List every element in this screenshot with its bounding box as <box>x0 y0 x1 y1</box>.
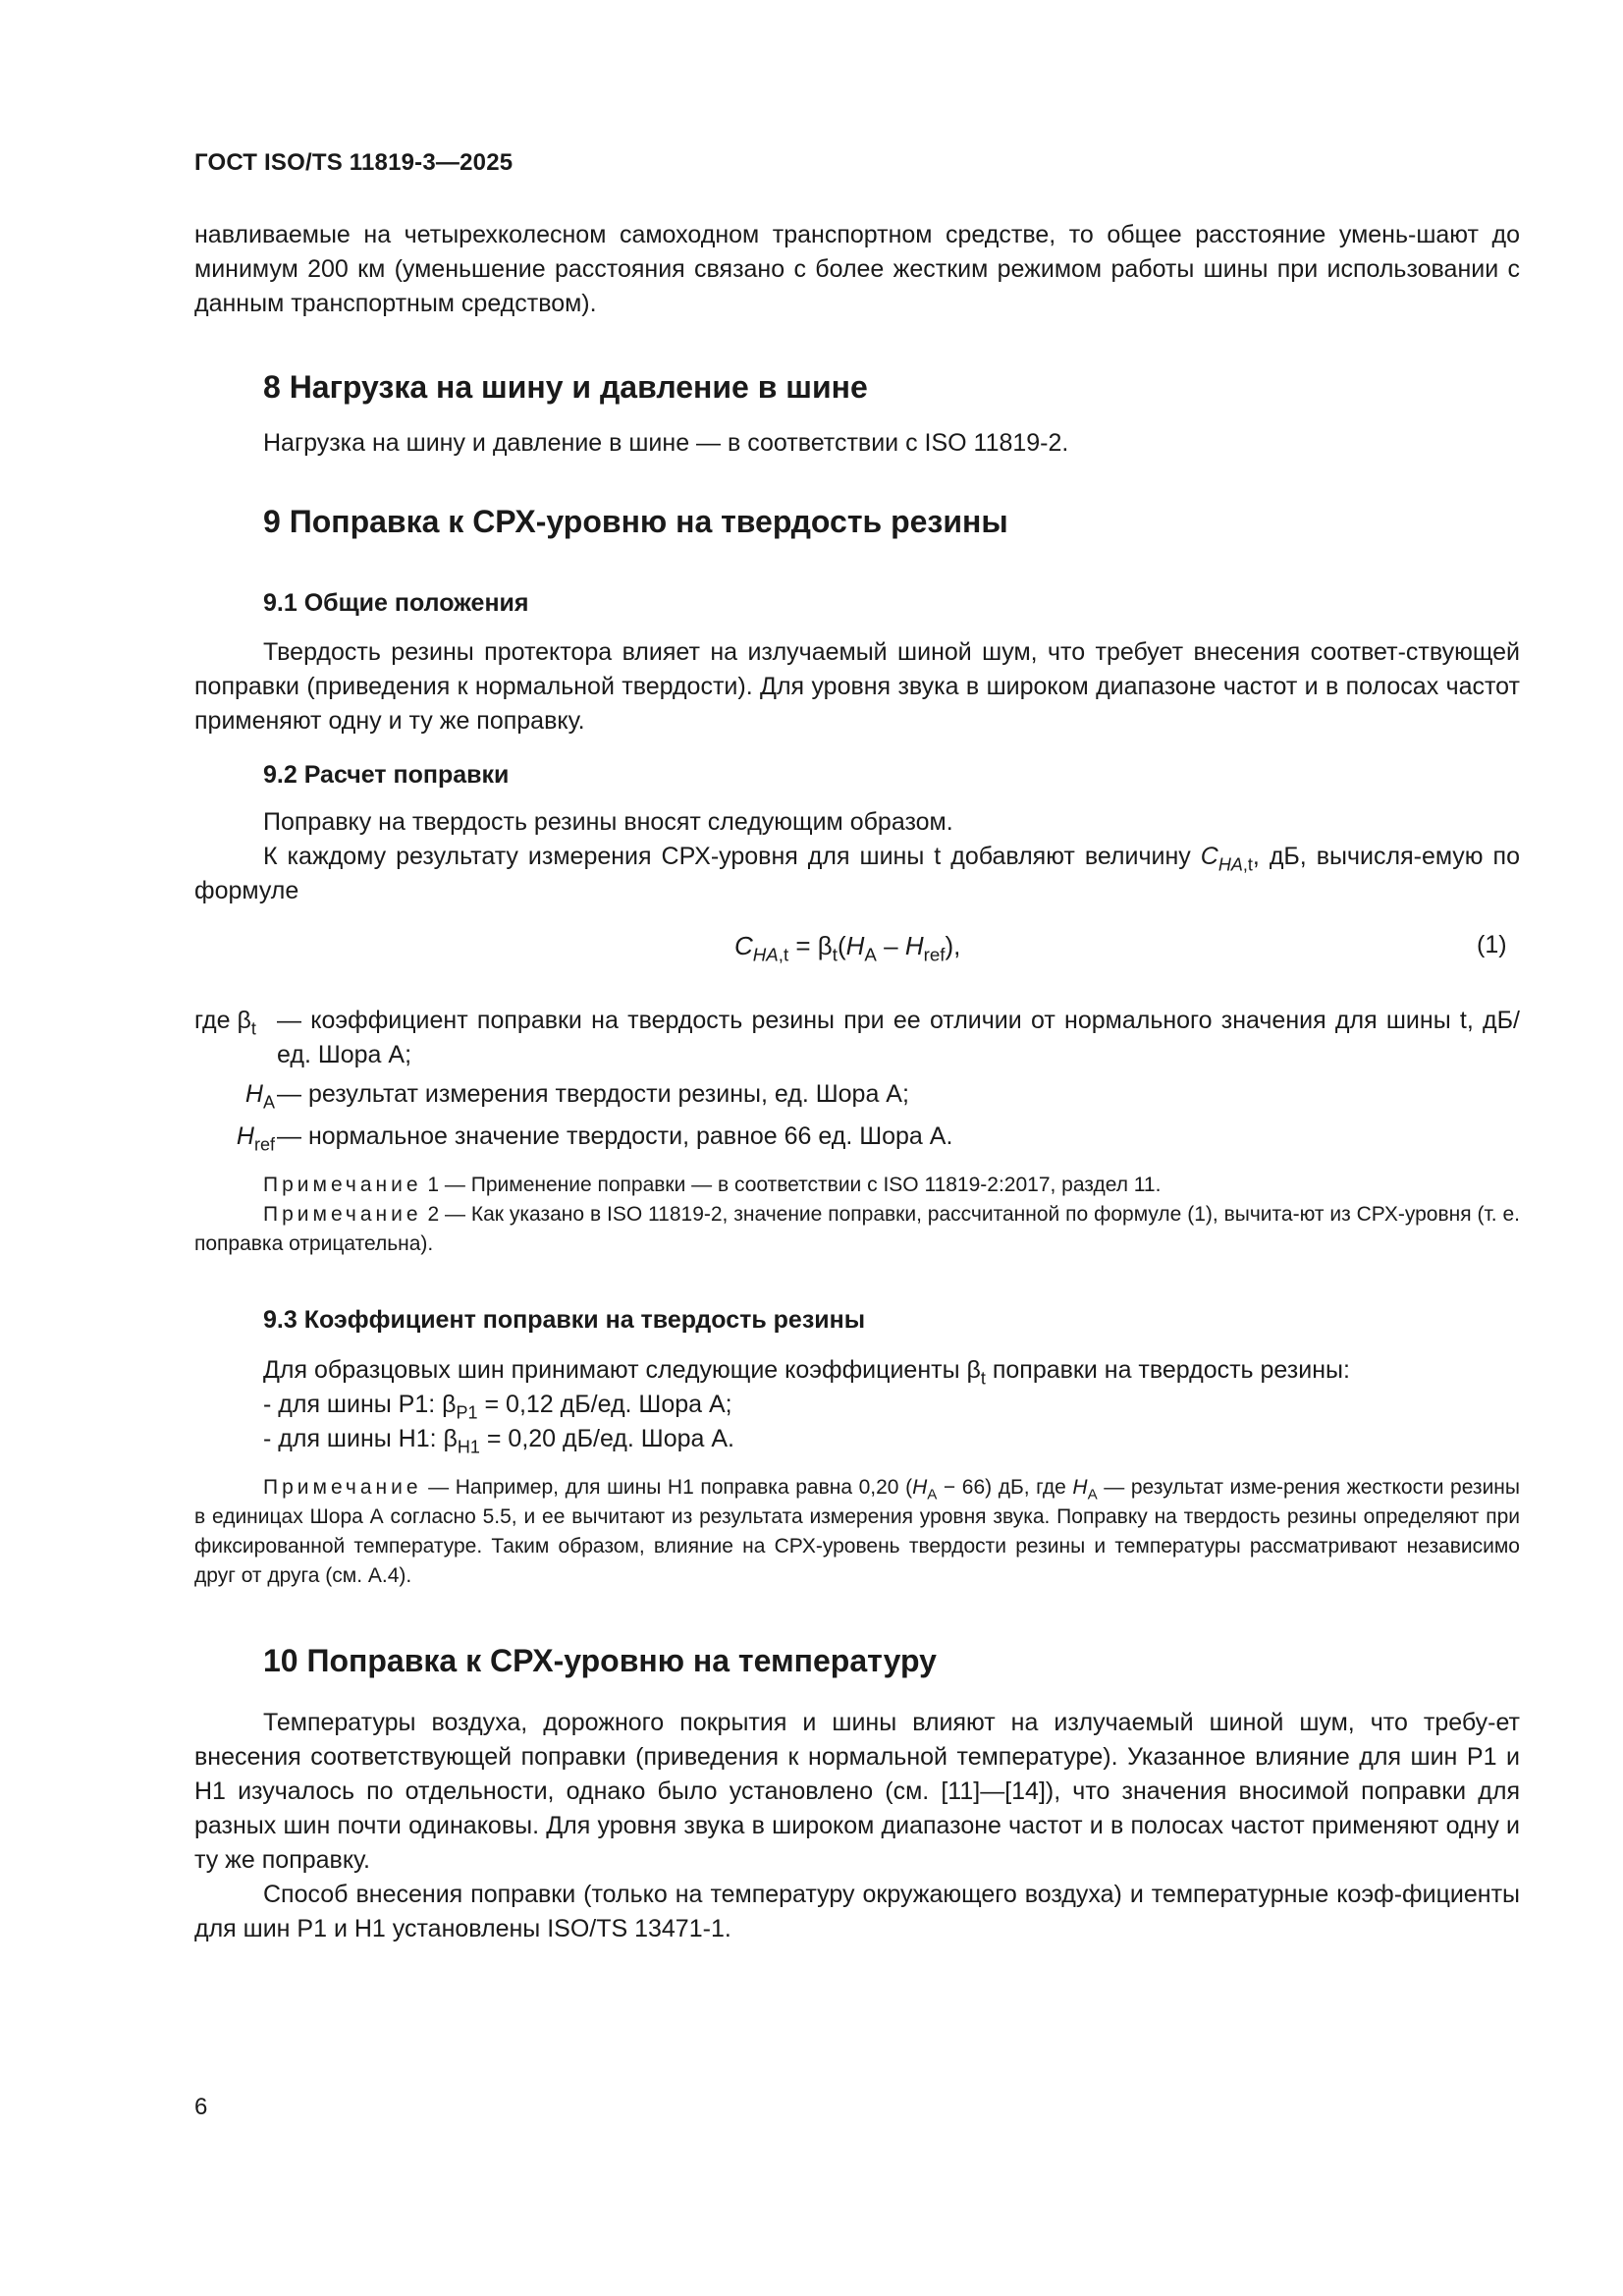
note-1: Примечание 1 — Применение поправки — в соответствии с ISO 11819-2:2017, раздел 11. <box>263 1174 1162 1196</box>
formula-1: $C_{HA,t} = \beta_t(H_A - H_{ref})$, <box>734 931 961 965</box>
intro-paragraph: навливаемые на четырехколесном самоходном транспортном средстве, то общее расстояние умень-шают до минимум 200 км (уменьшение расстояния связано с более жестким режимом работы шины при использовании с данным транспортным средством). <box>194 221 1520 317</box>
subsection-9-2-p1: Поправку на твердость резины вносят следующим образом. <box>263 808 953 836</box>
document-header: ГОСТ ISO/TS 11819-3—2025 <box>194 149 514 176</box>
subsection-9-2-title: 9.2 Расчет поправки <box>263 761 510 789</box>
subsection-9-1-body: Твердость резины протектора влияет на излучаемый шиной шум, что требует внесения соответ-ствующей поправки (приведения к нормальной твердости). Для уровня звука в широком диапазоне частот и в полосах частот применяют одну и ту же поправку. <box>194 638 1520 735</box>
equation-number: (1) <box>1477 931 1507 958</box>
note-2: Примечание 2 — Как указано в ISO 11819-2, значение поправки, рассчитанной по формуле (1), вычита-ют из СРХ-уровня (т. е. поправка отрицательна). <box>194 1203 1520 1255</box>
section-8-title: 8 Нагрузка на шину и давление в шине <box>263 369 868 405</box>
section-8-body: Нагрузка на шину и давление в шине — в соответствии с ISO 11819-2. <box>263 429 1069 457</box>
subsection-9-3-p1: Для образцовых шин принимают следующие коэффициенты $\beta_t$ поправки на твердость резины: <box>263 1356 1350 1389</box>
subsection-9-3-item-h1: - для шины H1: $\beta_{H1} = 0,20$ дБ/ед. Шора А. <box>263 1425 734 1457</box>
subsection-9-3-item-p1: - для шины P1: $\beta_{P1} = 0,12$ дБ/ед. Шора А; <box>263 1391 732 1423</box>
section-10-p2: Способ внесения поправки (только на температуру окружающего воздуха) и температурные коэф-фициенты для шин P1 и H1 установлены ISO/TS 13471-1. <box>194 1881 1520 1942</box>
section-10-title: 10 Поправка к СРХ-уровню на температуру <box>263 1643 937 1678</box>
section-10-p1: Температуры воздуха, дорожного покрытия и шины влияют на излучаемый шиной шум, что требу-ет внесения соответствующей поправки (приведения к нормальной температуре). Указанное влияние для шин P1 и H1 изучалось по отдельности, однако было установлено (см. [11]—[14]), что значения вносимой поправки для разных шин почти одинаковы. Для уровня звука в широком диапазоне частот и в полосах частот применяют одну и ту же поправку. <box>194 1709 1520 1874</box>
subsection-9-3-title: 9.3 Коэффициент поправки на твердость резины <box>263 1306 866 1334</box>
subsection-9-2-p2: К каждому результату измерения СРХ-уровня для шины t добавляют величину $C_{HA,t}$, дБ, вычисля-емую по формуле <box>194 843 1520 904</box>
subsection-9-1-title: 9.1 Общие положения <box>263 589 529 617</box>
note-3: Примечание — Например, для шины H1 поправка равна 0,20 $(H_A - 66)$ дБ, где $H_A$ — результат изме-рения жесткости резины в единицах Шора А согласно 5.5, и ее вычитают из результата измерения уровня звука. Поправку на твердость резины определяют при фиксированной температуре. Таким образом, влияние на СРХ-уровень твердости резины и температуры рассматривают независимо друг от друга (см. А.4). <box>194 1476 1520 1587</box>
page-number: 6 <box>194 2094 208 2120</box>
document-page: ГОСТ ISO/TS 11819-3—2025 навливаемые на четырехколесном самоходном транспортном средстве, то общее расстояние умень-шают до минимум 200 км (уменьшение расстояния связано с более жестким режимом работы шины при использовании с данным транспортным средством). 8 Нагрузка на шину и давление в шине Нагрузка на шину и давление в шине — в соответствии с ISO 11819-2. 9 Поправка к СРХ-уровню на твердость резины 9.1 Общие положения Твердость резины протектора влияет на излучаемый шиной шум, что требует внесения соответ-ствующей поправки (приведения к нормальной твердости). Для уровня звука в широком диапазоне частот и в полосах частот применяют одну и ту же поправку. 9.2 Расчет поправки Поправку на твердость резины вносят следующим образом. К каждому результату измерения СРХ-уровня для шины t добавляют величину $C_{HA,t}$, дБ, вычисля-емую по формуле $C_{HA,t} = \beta_t(H_A - H_{ref})$, (1) где $\beta_t$ — коэффициент поправки на твердость резины при ее отличии от нормального значения для шины t, дБ/ед. Шора А; $H_A$ — результат измерения твердости резины, ед. Шора А; $H_{ref}$ — нормальное значение твердости, равное 66 ед. Шора А. Примечание 1 — Применение поправки — в соответствии с ISO 11819-2:2017, раздел 11. Примечание 2 — Как указано в ISO 11819-2, значение поправки, рассчитанной по формуле (1), вычита-ют из СРХ-уровня (т. е. поправка отрицательна). 9.3 Коэффициент поправки на твердость резины Для образцовых шин принимают следующие коэффициенты $\beta_t$ поправки на твердость резины: - для шины P1: $\beta_{P1} = 0,12$ дБ/ед. Шора А; - для шины H1: $\beta_{H1} = 0,20$ дБ/ед. Шора А. Примечание — Например, для шины H1 поправка равна 0,20 $(H_A - 66)$ дБ, где $H_A$ — результат изме-рения жесткости резины в единицах Шора А согласно 5.5, и ее вычитают из результата измерения уровня звука. Поправку на твердость резины определяют при фиксированной температуре. Таким образом, влияние на СРХ-уровень твердости резины и температуры рассматривают независимо друг от друга (см. А.4). 10 Поправка к СРХ-уровню на температуру Температуры воздуха, дорожного покрытия и шины влияют на излучаемый шиной шум, что требу-ет внесения соответствующей поправки (приведения к нормальной температуре). Указанное влияние для шин P1 и H1 изучалось по отдельности, однако было установлено (см. [11]—[14]), что значения вносимой поправки для разных шин почти одинаковы. Для уровня звука в широком диапазоне частот и в полосах частот применяют одну и ту же поправку. Способ внесения поправки (только на температуру окружающего воздуха) и температурные коэф-фициенты для шин P1 и H1 установлены ISO/TS 13471-1. 6 <box>194 149 1520 2120</box>
section-9-title: 9 Поправка к СРХ-уровню на твердость резины <box>263 504 1008 539</box>
